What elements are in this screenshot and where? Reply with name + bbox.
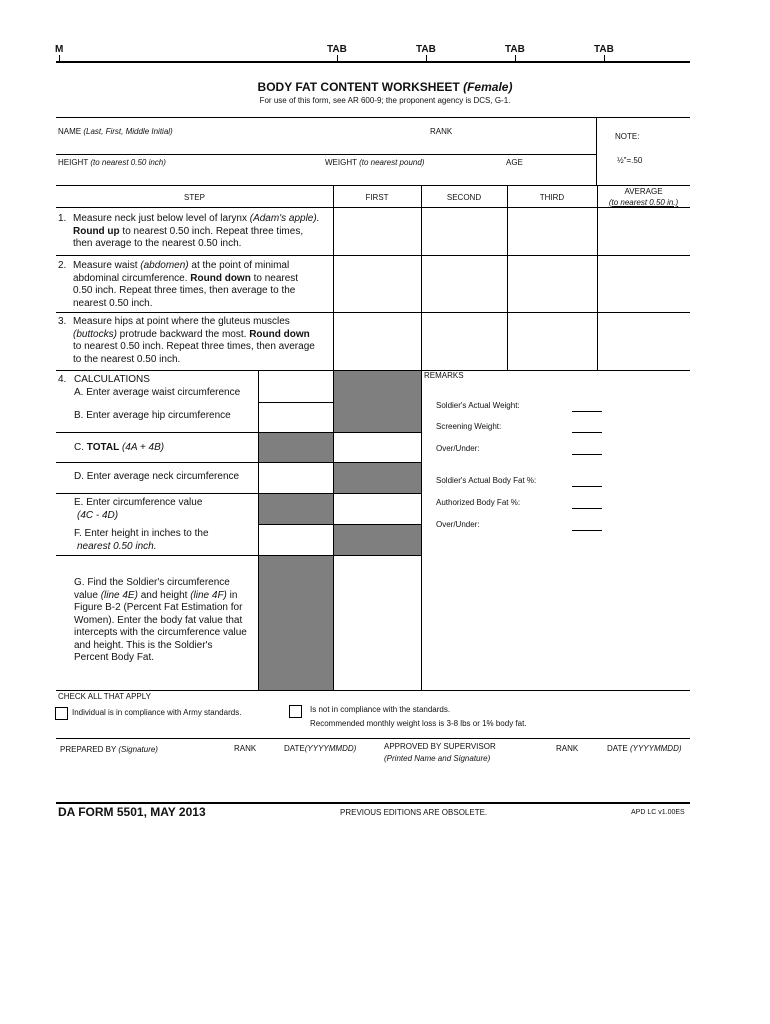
note-label: NOTE:: [615, 132, 640, 141]
tab-marker: TAB: [416, 44, 436, 55]
calc-4b-label: B. Enter average hip circumference: [74, 410, 231, 421]
not-compliance-label: Is not in compliance with the standards.: [310, 705, 451, 714]
age-label: AGE: [506, 158, 523, 167]
compliance-rule: [56, 690, 690, 691]
remarks-authorized-body-fat: Authorized Body Fat %:: [436, 498, 521, 507]
age-field[interactable]: [504, 170, 594, 184]
identity-bottom-rule: [56, 185, 690, 186]
over-under-1-blank[interactable]: [572, 454, 602, 455]
recommended-loss-note: Recommended monthly weight loss is 3-8 lbs or 1% body fat.: [310, 719, 527, 728]
shaded-cell: [334, 371, 421, 432]
actual-body-fat-blank[interactable]: [572, 486, 602, 487]
calc-4f-input[interactable]: [259, 525, 332, 554]
neck-third-input[interactable]: [508, 208, 596, 254]
screening-weight-blank[interactable]: [572, 432, 602, 433]
calc-4b-input[interactable]: [259, 403, 332, 431]
top-rule: [56, 61, 690, 63]
calc-4f-label: F. Enter height in inches to the nearest 0.50 inch.: [74, 528, 209, 552]
weight-field[interactable]: [323, 170, 503, 184]
shaded-cell: [334, 463, 421, 493]
remarks-divider: [421, 370, 422, 690]
note-divider: [596, 117, 597, 185]
remarks-actual-body-fat: Soldier's Actual Body Fat %:: [436, 476, 537, 485]
obsolete-notice: PREVIOUS EDITIONS ARE OBSOLETE.: [340, 808, 488, 817]
in-compliance-label: Individual is in compliance with Army standards.: [72, 708, 242, 717]
approved-by-label: APPROVED BY SUPERVISOR: [384, 742, 496, 751]
margin-marker: M: [55, 44, 64, 55]
tab-marker: TAB: [594, 44, 614, 55]
not-compliance-checkbox[interactable]: [289, 705, 302, 718]
identity-rule: [56, 154, 596, 155]
height-field[interactable]: [56, 170, 321, 184]
calc-4c-input[interactable]: [334, 433, 420, 461]
approved-by-hint: (Printed Name and Signature): [384, 754, 491, 763]
remarks-over-under-2: Over/Under:: [436, 520, 480, 529]
signature-rule: [56, 738, 690, 739]
rank-1-label: RANK: [234, 744, 257, 753]
name-label: NAME (Last, First, Middle Initial): [58, 127, 173, 136]
rank-2-field[interactable]: [554, 758, 602, 788]
rank-1-field[interactable]: [232, 758, 280, 788]
calc-4d-label: D. Enter average neck circumference: [74, 471, 240, 482]
tab-marker: TAB: [505, 44, 525, 55]
tab-marker: TAB: [327, 44, 347, 55]
hips-third-input[interactable]: [508, 313, 596, 369]
calc-4a-label: A. Enter average waist circumference: [74, 387, 241, 398]
form-number: DA FORM 5501, MAY 2013: [58, 805, 206, 819]
over-under-2-blank[interactable]: [572, 530, 602, 531]
calc-4d-input[interactable]: [259, 463, 332, 492]
hips-second-input[interactable]: [422, 313, 506, 369]
height-label: HEIGHT (to nearest 0.50 inch): [58, 158, 166, 167]
footer-rule: [56, 802, 690, 804]
neck-average-input[interactable]: [598, 208, 690, 254]
name-field[interactable]: [56, 140, 426, 154]
note-value: ½"=.50: [617, 156, 643, 165]
waist-third-input[interactable]: [508, 256, 596, 311]
hips-average-input[interactable]: [598, 313, 690, 369]
shaded-cell: [259, 433, 333, 462]
calc-number: 4.: [58, 374, 67, 385]
remarks-screening-weight: Screening Weight:: [436, 422, 502, 431]
neck-first-input[interactable]: [334, 208, 420, 254]
waist-second-input[interactable]: [422, 256, 506, 311]
rank-2-label: RANK: [556, 744, 579, 753]
col-average: AVERAGE: [624, 187, 663, 196]
header-rule: [56, 117, 690, 118]
hips-first-input[interactable]: [334, 313, 420, 369]
remarks-actual-weight: Soldier's Actual Weight:: [436, 401, 520, 410]
calc-4e-label: E. Enter circumference value (4C - 4D): [74, 497, 203, 521]
calc-4g-input[interactable]: [334, 556, 420, 689]
shaded-cell: [334, 525, 421, 555]
waist-first-input[interactable]: [334, 256, 420, 311]
calc-title: CALCULATIONS: [74, 374, 150, 385]
col-first: FIRST: [365, 193, 389, 202]
remarks-label: REMARKS: [424, 371, 464, 380]
waist-average-input[interactable]: [598, 256, 690, 311]
form-title: BODY FAT CONTENT WORKSHEET (Female): [257, 80, 513, 94]
check-all-label: CHECK ALL THAT APPLY: [58, 692, 151, 701]
calc-4e-input[interactable]: [334, 494, 420, 523]
col-step: STEP: [184, 193, 205, 202]
shaded-cell: [259, 494, 333, 524]
date-2-label: DATE (YYYYMMDD): [607, 744, 682, 753]
remarks-over-under-1: Over/Under:: [436, 444, 480, 453]
approved-by-field[interactable]: [382, 768, 547, 792]
col-second: SECOND: [446, 193, 482, 202]
date-2-field[interactable]: [605, 758, 690, 788]
neck-second-input[interactable]: [422, 208, 506, 254]
authorized-body-fat-blank[interactable]: [572, 508, 602, 509]
calc-4g-label: G. Find the Soldier's circumference value (line 4E) and height (line 4F) in Figure B-2 (Percent Fat Estimation for Women). Enter the body fat value that intercepts with the circumference value and height. This is the Soldier's Percent Body Fat.: [74, 577, 247, 663]
calc-4a-input[interactable]: [259, 371, 332, 401]
col-third: THIRD: [539, 193, 565, 202]
date-1-label: DATE(YYYYMMDD): [284, 744, 357, 753]
weight-label: WEIGHT (to nearest pound): [325, 158, 425, 167]
date-1-field[interactable]: [282, 758, 372, 788]
prepared-by-label: PREPARED BY (Signature): [60, 745, 158, 754]
calc-4c-label: C. TOTAL (4A + 4B): [74, 442, 165, 453]
rank-field[interactable]: [428, 140, 588, 154]
shaded-cell: [259, 556, 333, 690]
form-subtitle: For use of this form, see AR 600-9; the proponent agency is DCS, G-1.: [259, 96, 511, 105]
col-average-hint: (to nearest 0.50 in.): [608, 198, 679, 207]
form-version: APD LC v1.00ES: [631, 809, 685, 816]
rank-label: RANK: [430, 127, 453, 136]
in-compliance-checkbox[interactable]: [55, 707, 68, 720]
actual-weight-blank[interactable]: [572, 411, 602, 412]
prepared-by-field[interactable]: [58, 758, 228, 788]
